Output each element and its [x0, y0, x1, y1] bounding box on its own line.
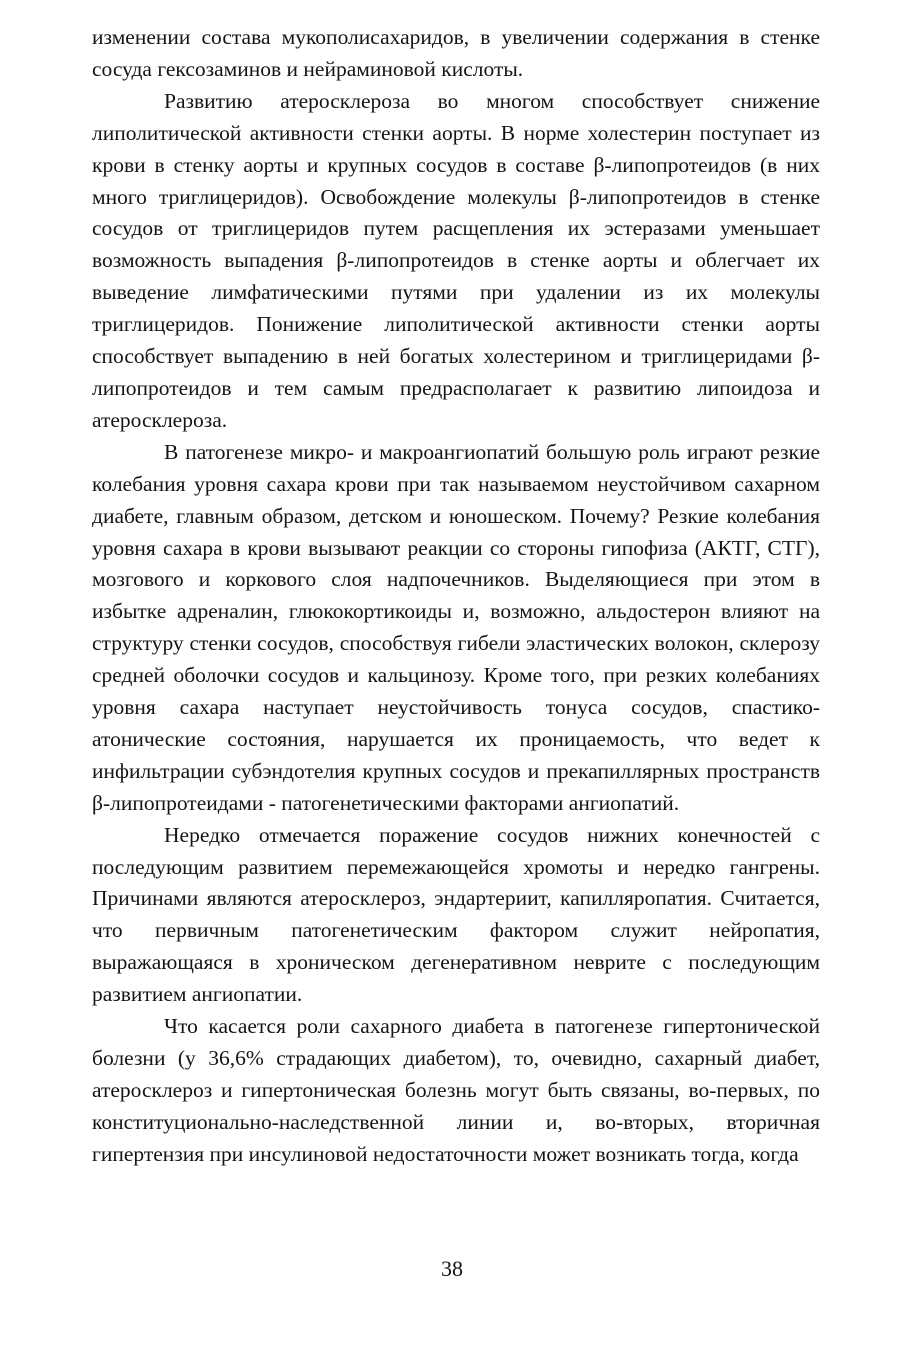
paragraph-hypertension: Что касается роли сахарного диабета в патогенезе гипертонической болезни (у 36,6% страдающих диабетом), то, очевидно, сахарный диабет, атеросклероз и гипертоническая болезнь могут быть связаны, во-первых, по конституционально-наследственной линии и, во-вторых, вторичная гипертензия при инсулиновой недостаточности может возникать тогда, когда: [92, 1014, 820, 1166]
paragraph-lipolytic-activity: Развитию атеросклероза во многом способствует снижение липолитической активности стенки аорты. В норме холестерин поступает из крови в стенку аорты и крупных сосудов в составе β-липопротеидов (в них много триглицеридов). Освобождение молекулы β-липопротеидов в стенке сосудов от триглицеридов путем расщепления их эстеразами уменьшает возможность выпадения β-липопротеидов в стенке аорты и облегчает их выведение лимфатическими путями при удалении из их молекулы триглицеридов. Понижение липолитической активности стенки аорты способствует выпадению в ней богатых холестерином и триглицеридами β-липопротеидов и тем самым предрасполагает к развитию липоидоза и атеросклероза.: [92, 88, 820, 432]
paragraph-continuation: изменении состава мукополисахаридов, в увеличении содержания в стенке сосуда гексозаминов и нейраминовой кислоты.: [92, 25, 820, 81]
page-number: 38: [441, 1256, 463, 1281]
body-text: [92, 22, 820, 1171]
paragraph-lower-limb-vessels: Нередко отмечается поражение сосудов нижних конечностей с последующим развитием перемежающейся хромоты и нередко гангрены. Причинами являются атеросклероз, эндартериит, капилляропатия. Считается, что первичным патогенетическим фактором служит нейропатия, выражающаяся в хроническом дегенеративном неврите с последующим развитием ангиопатии.: [92, 822, 820, 1007]
paragraph-angiopathy-pathogenesis: В патогенезе микро- и макроангиопатий большую роль играют резкие колебания уровня сахара крови при так называемом неустойчивом сахарном диабете, главным образом, детском и юношеском. Почему? Резкие колебания уровня сахара в крови вызывают реакции со стороны гипофиза (АКТГ, СТГ), мозгового и коркового слоя надпочечников. Выделяющиеся при этом в избытке адреналин, глюкокортикоиды и, возможно, альдостерон влияют на структуру стенки сосудов, способствуя гибели эластических волокон, склерозу средней оболочки сосудов и кальцинозу. Кроме того, при резких колебаниях уровня сахара наступает неустойчивость тонуса сосудов, спастико-атонические состояния, нарушается их проницаемость, что ведет к инфильтрации субэндотелия крупных сосудов и прекапиллярных пространств β-липопротеидами - патогенетическими факторами ангиопатий.: [92, 439, 820, 815]
